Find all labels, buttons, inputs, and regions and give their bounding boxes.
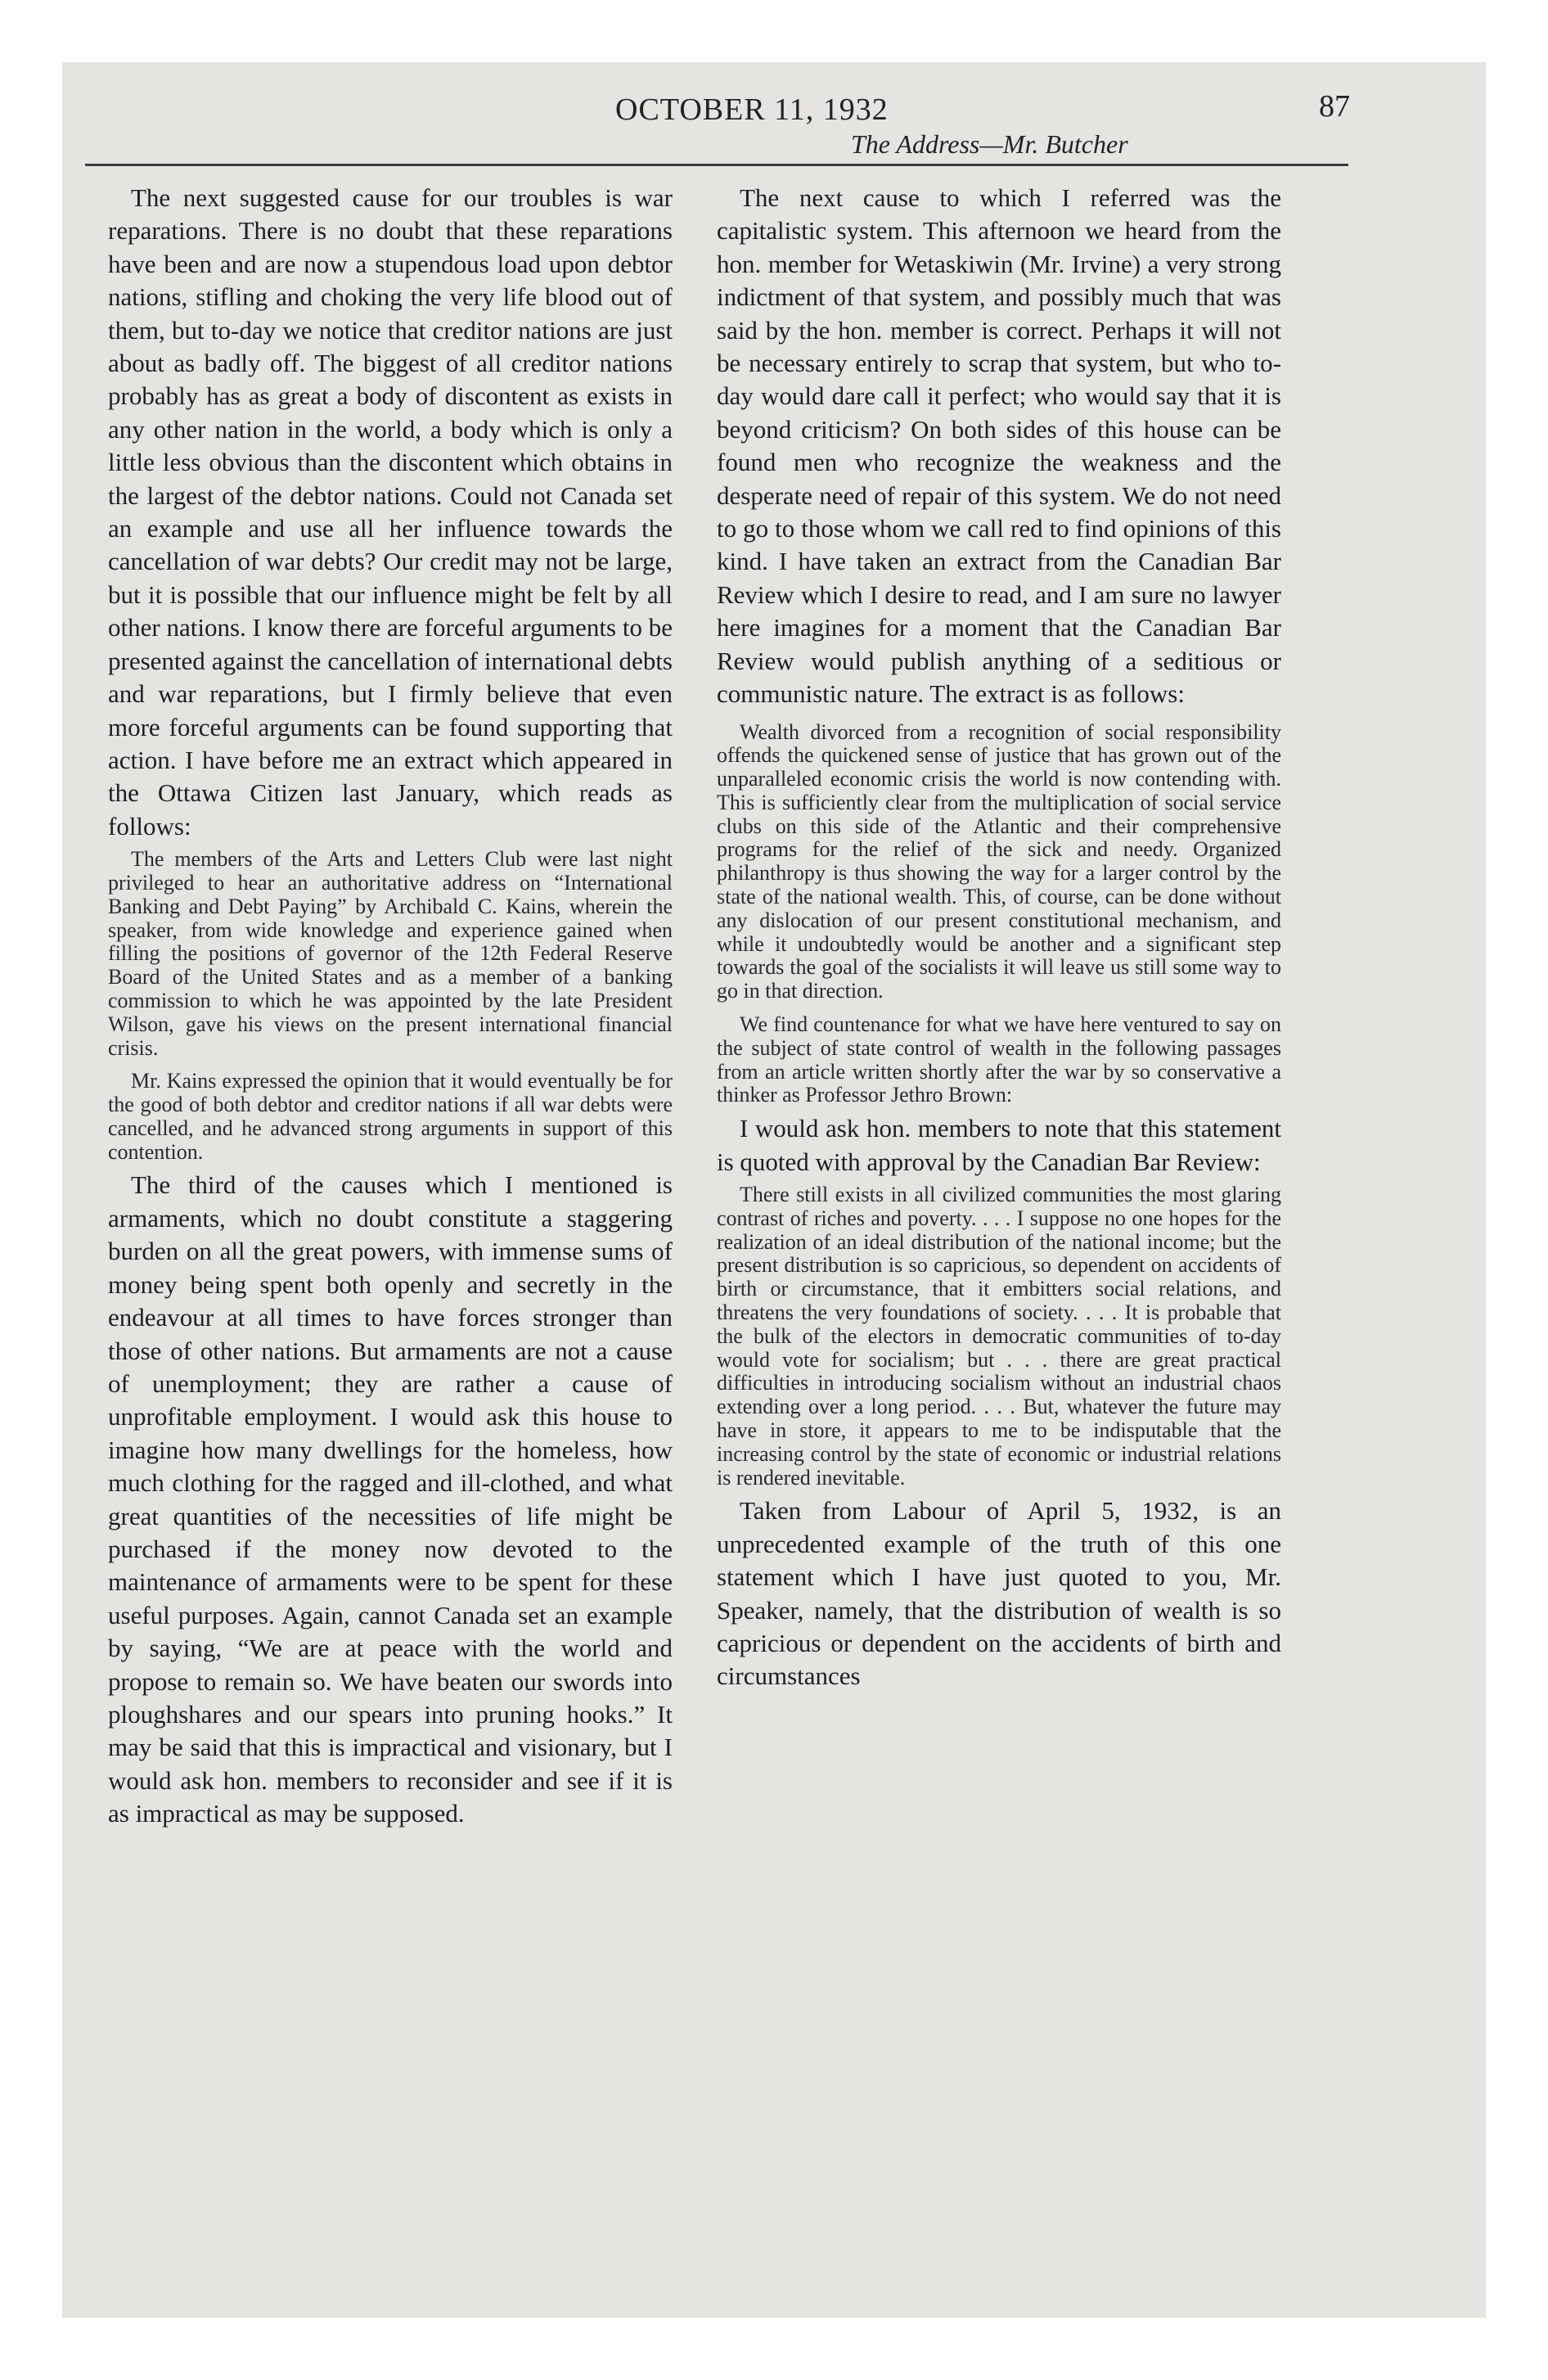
- left-paragraph-1: The next suggested cause for our troubles is war reparations. There is no doubt that these reparations have been and are now a stupendous load upon debtor nations, stifling and choking the very life blood out of them, but to-day we notice that creditor nations are just about as badly off. The biggest of all creditor nations probably has as great a body of discontent as exists in any other nation in the world, a body which is only a little less obvious than the discontent which obtains in the largest of the debtor nations. Could not Canada set an example and use all her influence towards the cancellation of war debts? Our credit may not be large, but it is possible that our influence might be felt by all other nations. I know there are forceful arguments to be presented against the cancellation of international debts and war reparations, but I firmly believe that even more forceful arguments can be found supporting that action. I have before me an extract which appeared in the Ottawa Citizen last January, which reads as follows:: [108, 183, 673, 841]
- right-column: [717, 182, 1281, 1693]
- header-rule: [85, 164, 1348, 166]
- right-quote-3: There still exists in all civilized communities the most glaring contrast of riches and poverty. . . . I suppose no one hopes for the realization of an ideal distribution of the national income; but the present distribution is so capricious, so dependent on accidents of birth or circumstance, that it embitters social relations, and threatens the very foundations of society. . . . It is probable that the bulk of the electors in democratic communities of to-day would vote for socialism; but . . . there are great practical difficulties in introducing socialism without an industrial chaos extending over a long period. . . . But, whatever the future may have in store, it appears to me to be indisputable that the increasing control by the state of economic or industrial relations is rendered inevitable.: [717, 1183, 1281, 1490]
- left-quote-1: The members of the Arts and Letters Club were last night privileged to hear an authoritative address on “International Banking and Debt Paying” by Archibald C. Kains, wherein the speaker, from wide knowledge and experience gained when filling the positions of governor of the 12th Federal Reserve Board of the United States and as a member of a banking commission to which he was appointed by the late President Wilson, gave his views on the present international financial crisis.: [108, 847, 673, 1060]
- right-paragraph-1: The next cause to which I referred was the capitalistic system. This afternoon we heard from the hon. member for Wetaskiwin (Mr. Irvine) a very strong indictment of that system, and possibly much that was said by the hon. member is correct. Perhaps it will not be necessary entirely to scrap that system, but who to-day would dare call it perfect; who would say that it is beyond criticism? On both sides of this house can be found men who recognize the weakness and the desperate need of repair of this system. We do not need to go to those whom we call red to find opinions of this kind. I have taken an extract from the Canadian Bar Review which I desire to read, and I am sure no lawyer here imagines for a moment that the Canadian Bar Review would publish anything of a seditious or communistic nature. The extract is as follows:: [717, 183, 1281, 709]
- left-column: [108, 182, 673, 1831]
- left-quote-2: Mr. Kains expressed the opinion that it would eventually be for the good of both debtor and creditor nations if all war debts were cancelled, and he advanced strong arguments in support of this contention.: [108, 1069, 673, 1164]
- page-number: 87: [1319, 89, 1350, 124]
- left-paragraph-2: The third of the causes which I mentioned is armaments, which no doubt constitute a staggering burden on all the great powers, with immense sums of money being spent both openly and secretly in the endeavour at all times to have forces stronger than those of other nations. But armaments are not a cause of unemployment; they are rather a cause of unprofitable employment. I would ask this house to imagine how many dwellings for the homeless, how much clothing for the ragged and ill-clothed, and what great quantities of the necessities of life might be purchased if the money now devoted to the maintenance of armaments were to be spent for these useful purposes. Again, cannot Canada set an example by saying, “We are at peace with the world and propose to remain so. We have beaten our swords into ploughshares and our spears into pruning hooks.” It may be said that this is impractical and visionary, but I would ask hon. members to reconsider and see if it is as impractical as may be supposed.: [108, 1170, 673, 1828]
- right-quote-1: Wealth divorced from a recognition of social responsibility offends the quickened sense of justice that has grown out of the unparalleled economic crisis the world is now contending with. This is sufficiently clear from the multiplication of social service clubs on this side of the Atlantic and their comprehensive programs for the relief of the sick and needy. Organized philanthropy is thus showing the way for a larger control by the state of the national wealth. This, of course, can be done without any dislocation of our present constitutional mechanism, and while it undoubtedly would be another and a significant step towards the goal of the socialists it will leave us still some way to go in that direction.: [717, 719, 1281, 1003]
- header-section-title: The Address—Mr. Butcher: [851, 129, 1128, 159]
- right-paragraph-3: Taken from Labour of April 5, 1932, is an unprecedented example of the truth of this one statement which I have just quoted to you, Mr. Speaker, namely, that the distribution of wealth is so capricious or dependent on the accidents of birth and circumstances: [717, 1496, 1281, 1691]
- right-quote-2: We find countenance for what we have here ventured to say on the subject of state control of wealth in the following passages from an article written shortly after the war by so conservative a thinker as Professor Jethro Brown:: [717, 1012, 1281, 1107]
- right-paragraph-2: I would ask hon. members to note that this statement is quoted with approval by the Canadian Bar Review:: [717, 1114, 1281, 1176]
- header-date: OCTOBER 11, 1932: [615, 92, 889, 127]
